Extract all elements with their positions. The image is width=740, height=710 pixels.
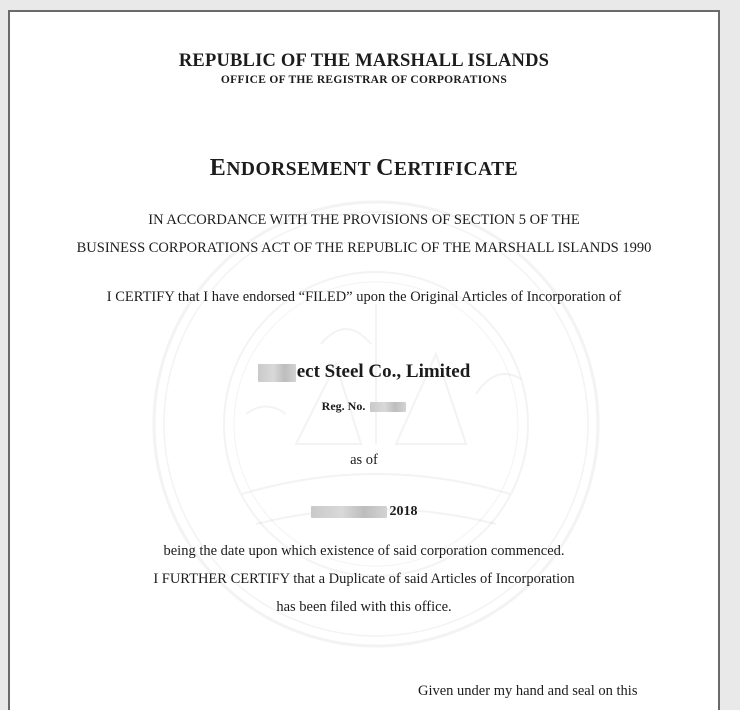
company-name: [10, 361, 718, 383]
date-year: 2018: [389, 504, 418, 519]
certificate-title: [10, 155, 718, 182]
provision-line-2: BUSINESS CORPORATIONS ACT OF THE REPUBLIC OF THE MARSHALL ISLANDS 1990: [76, 240, 652, 256]
commencement-statement: being the date upon which existence of said corporation commenced.: [163, 543, 565, 559]
title-word-2: ERTIFICATE: [393, 159, 519, 180]
registration-number: [10, 399, 718, 414]
reg-no-label: Reg. No.: [321, 399, 366, 413]
filed-statement: has been filed with this office.: [276, 599, 452, 615]
redacted-date: [311, 506, 387, 518]
redacted-company-prefix: [258, 364, 296, 382]
as-of-label: as of: [350, 452, 378, 468]
title-word-1: NDORSEMENT: [226, 159, 377, 180]
incorporation-date: [10, 504, 718, 520]
given-under-hand: Given under my hand and seal on this: [418, 683, 638, 699]
office-heading: OFFICE OF THE REGISTRAR OF CORPORATIONS: [220, 74, 508, 86]
provision-line-1: IN ACCORDANCE WITH THE PROVISIONS OF SECTION 5 OF THE: [148, 212, 580, 228]
title-initial-1: E: [209, 155, 227, 181]
further-certify-statement: I FURTHER CERTIFY that a Duplicate of said Articles of Incorporation: [153, 571, 575, 587]
certify-statement: I CERTIFY that I have endorsed “FILED” upon the Original Articles of Incorporation of: [106, 289, 622, 305]
certificate-page: [8, 10, 720, 710]
company-name-text: ect Steel Co., Limited: [296, 361, 471, 382]
redacted-reg-number: [370, 402, 406, 412]
country-heading: REPUBLIC OF THE MARSHALL ISLANDS: [178, 51, 550, 71]
title-initial-2: C: [376, 155, 394, 181]
